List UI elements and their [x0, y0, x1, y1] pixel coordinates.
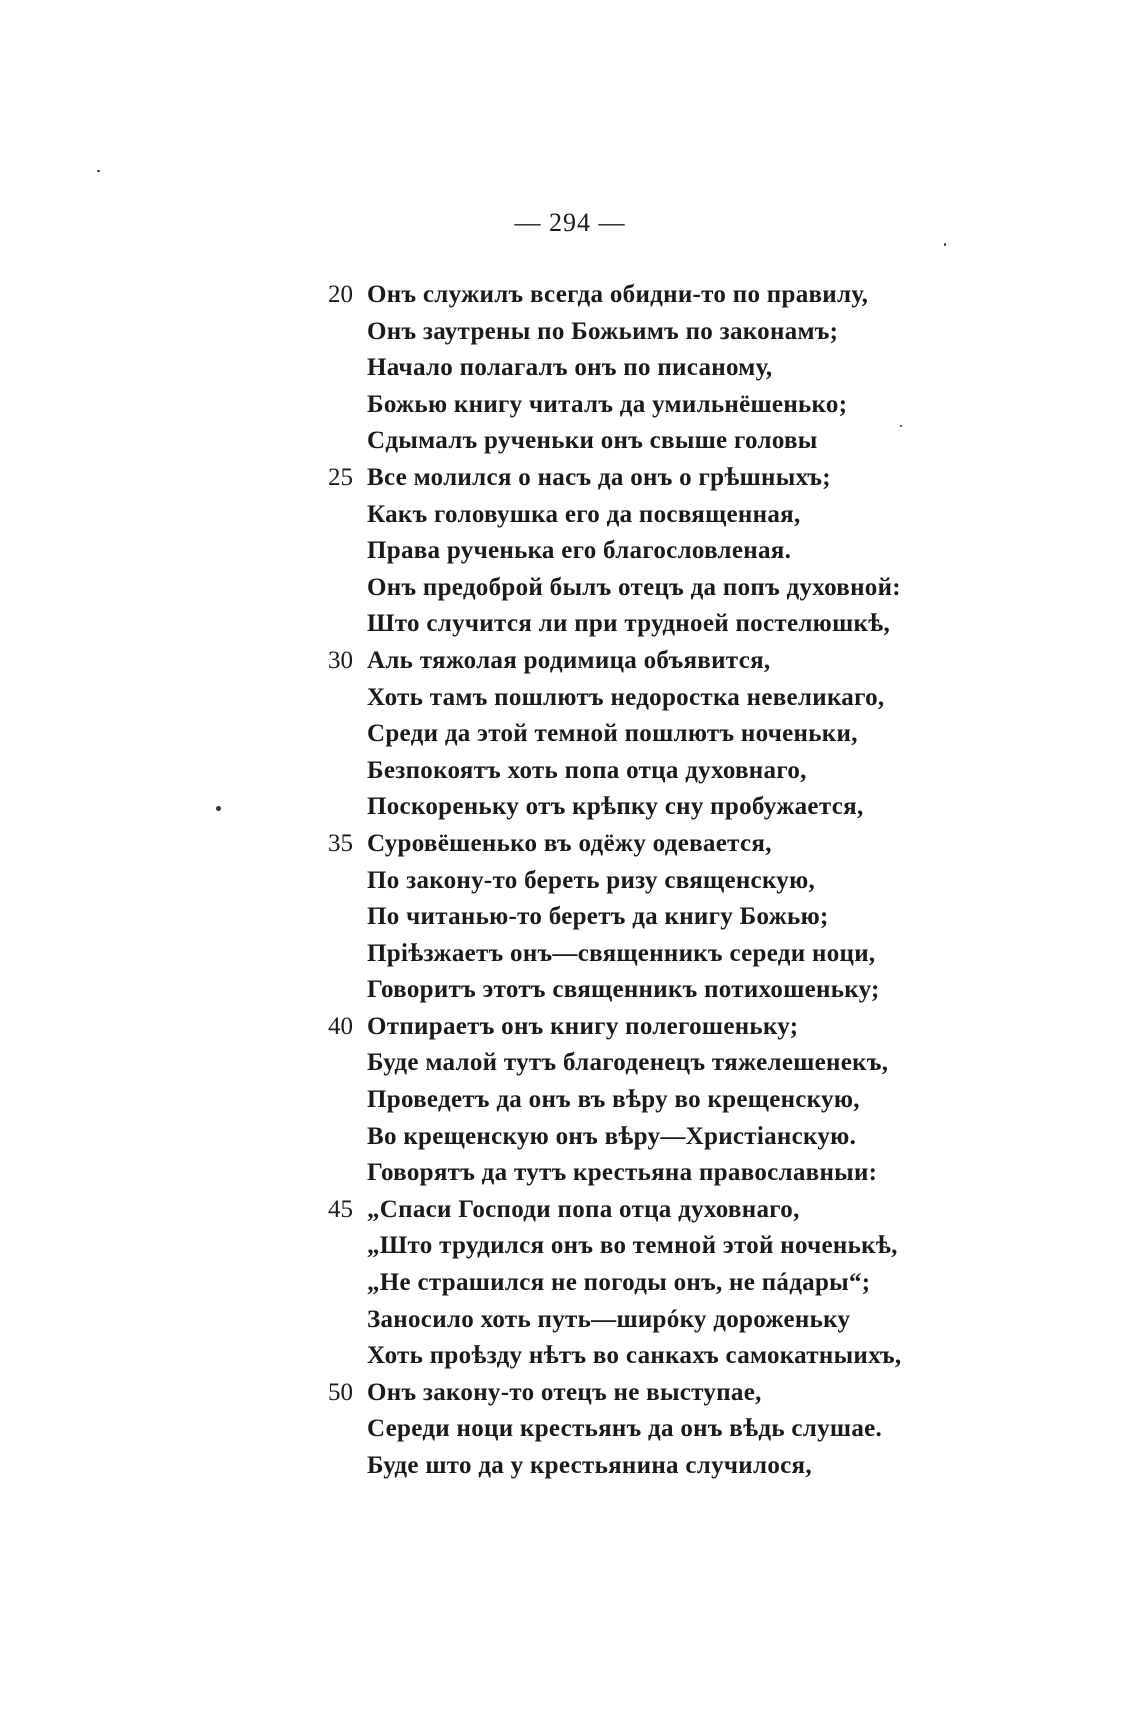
verse-line [0, 460, 1140, 497]
line-text: По закону-то береть ризу священскую, [367, 866, 816, 894]
line-text: Онъ предоброй былъ отецъ да попъ духовной: [367, 573, 901, 601]
page-number: — 294 — [514, 208, 626, 237]
scan-speck [944, 243, 946, 246]
scan-speck [900, 425, 902, 427]
line-text: Говорятъ да тутъ крестьяна православныи: [367, 1159, 878, 1187]
verse-line [0, 936, 1140, 973]
line-text: Онъ служилъ всегда обидни-то по правилу, [367, 281, 869, 308]
poem [0, 277, 1140, 1485]
verse-line [0, 789, 1140, 826]
line-text: Отпираетъ онъ книгу полегошеньку; [367, 1012, 799, 1040]
line-text: „Не страшился не погоды онъ, не пáдары“; [367, 1269, 871, 1297]
verse-line [0, 1375, 1140, 1412]
verse-line [0, 1265, 1140, 1302]
verse-line [0, 680, 1140, 717]
line-text: Права рученька его благословленая. [367, 537, 792, 565]
line-number: 40 [328, 1012, 353, 1040]
line-text: Поскореньку отъ крѣпку сну пробужается, [367, 793, 864, 821]
line-text: „Спаси Господи попа отца духовнаго, [367, 1195, 800, 1223]
line-text: Середи ноци крестьянъ да онъ вѣдь слушае. [367, 1415, 883, 1443]
line-text: Среди да этой темной пошлютъ ноченьки, [367, 720, 858, 748]
verse-line [0, 972, 1140, 1009]
verse-line [0, 1082, 1140, 1119]
verse-line [0, 1228, 1140, 1265]
line-number: 35 [328, 829, 353, 857]
line-text: Заносило хоть путь—ширóку дороженьку [367, 1305, 851, 1333]
verse-line [0, 606, 1140, 643]
line-text: Безпокоятъ хоть попа отца духовнаго, [367, 756, 807, 784]
verse-line [0, 423, 1140, 460]
line-text: Говоритъ этотъ священникъ потихошеньку; [367, 976, 880, 1004]
line-text: Аль тяжолая родимица объявится, [367, 646, 771, 674]
verse-line [0, 716, 1140, 753]
verse-line [0, 1155, 1140, 1192]
line-text: Хоть тамъ пошлютъ недоростка невеликаго, [367, 683, 885, 711]
verse-line [0, 350, 1140, 387]
line-text: Што случится ли при трудноей постелюшкѣ, [367, 610, 891, 638]
scan-speck [97, 170, 100, 172]
verse-line [0, 1192, 1140, 1229]
verse-line [0, 863, 1140, 900]
verse-line [0, 1302, 1140, 1339]
line-text: Хоть проѣзду нѣтъ во санкахъ самокатныихъ, [367, 1342, 902, 1370]
line-text: „Што трудился онъ во темной этой ноченькѣ, [367, 1232, 898, 1260]
line-number: 25 [328, 463, 353, 491]
line-text: Божью книгу читалъ да умильнёшенько; [367, 390, 848, 418]
verse-line [0, 570, 1140, 607]
line-text: Онъ закону-то отецъ не выступае, [367, 1378, 762, 1406]
verse-line [0, 314, 1140, 351]
line-number: 45 [328, 1195, 353, 1223]
line-text: Онъ заутрены по Божьимъ по законамъ; [367, 317, 839, 345]
line-text: По читанью-то беретъ да книгу Божью; [367, 903, 829, 931]
line-text: Сдымалъ рученьки онъ свыше головы [367, 427, 818, 455]
verse-line [0, 899, 1140, 936]
verse-line [0, 1411, 1140, 1448]
line-number: 50 [328, 1378, 353, 1406]
verse-line [0, 387, 1140, 424]
verse-line [0, 1448, 1140, 1485]
scan-speck [216, 806, 221, 811]
line-text: Буде што да у крестьянина случилося, [367, 1452, 812, 1479]
line-number: 30 [328, 646, 353, 674]
verse-line [0, 643, 1140, 680]
line-text: Начало полагалъ онъ по писаному, [367, 354, 773, 382]
verse-line [0, 826, 1140, 863]
verse-line [0, 497, 1140, 534]
line-text: Какъ головушка его да посвященная, [367, 500, 801, 528]
line-text: Проведетъ да онъ въ вѣру во крещенскую, [367, 1086, 860, 1114]
line-text: Все молился о насъ да онъ о грѣшныхъ; [367, 463, 831, 491]
verse-line [0, 753, 1140, 790]
line-text: Буде малой тутъ благоденецъ тяжелешенекъ, [367, 1049, 889, 1077]
line-text: Суровёшенько въ одёжу одевается, [367, 829, 772, 857]
verse-line [0, 1338, 1140, 1375]
line-text: Пріѣзжаетъ онъ—священникъ середи ноци, [367, 939, 876, 967]
verse-line [0, 277, 1140, 314]
line-number: 20 [328, 281, 353, 308]
verse-line [0, 1045, 1140, 1082]
verse-line [0, 1119, 1140, 1156]
verse-line [0, 533, 1140, 570]
verse-line [0, 1009, 1140, 1046]
line-text: Во крещенскую онъ вѣру—Христіанскую. [367, 1122, 857, 1150]
